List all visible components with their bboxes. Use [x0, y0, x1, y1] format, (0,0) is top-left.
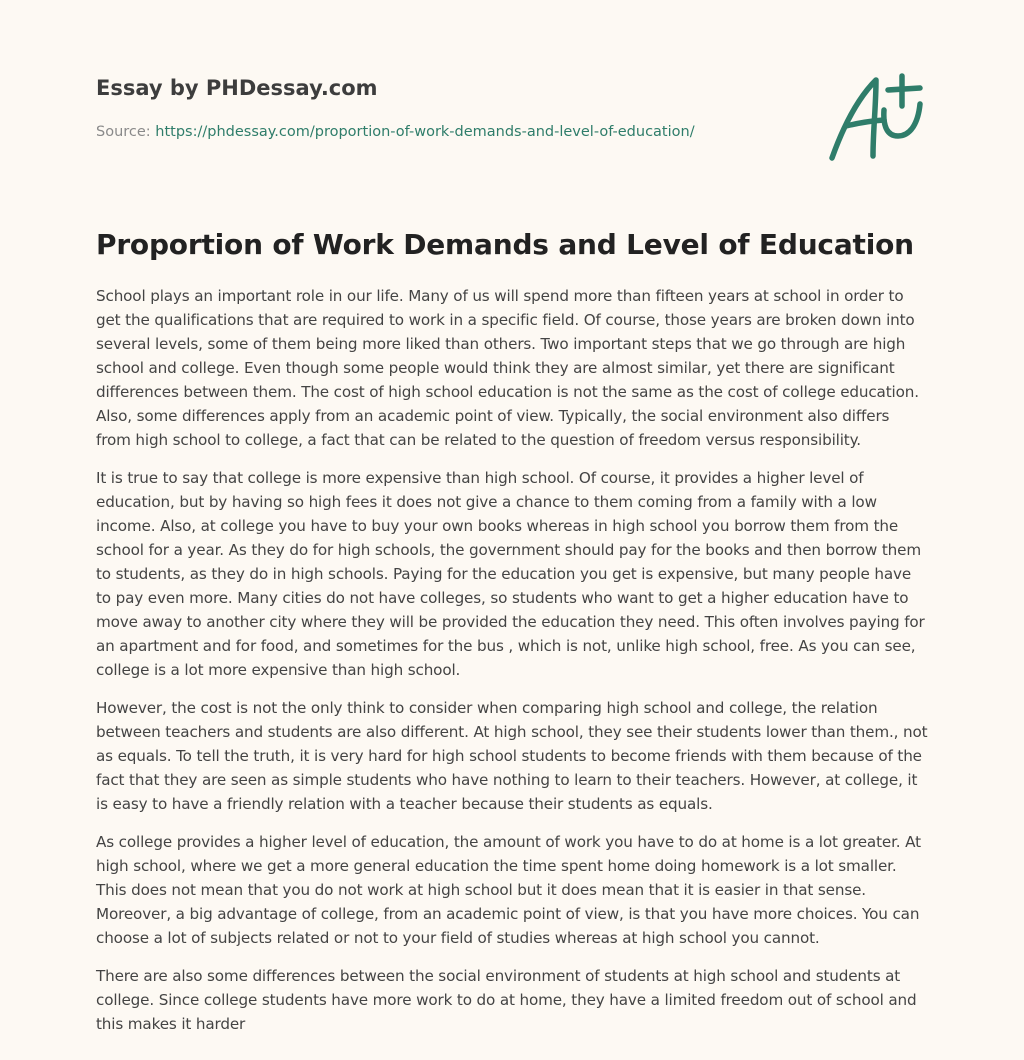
- a-plus-logo-icon: [826, 66, 930, 166]
- essay-body: [96, 284, 928, 1036]
- source-label: Source:: [96, 124, 151, 140]
- essay-paragraph: There are also some differences between the social environment of students at high school and students at college. Since college students have more work to do at home, they have a limited freedom out of school and this makes it harder: [96, 967, 917, 1033]
- essay-paragraph: As college provides a higher level of education, the amount of work you have to do at home is a lot greater. At high school, where we get a more general education the time spent home doing homework is a lot smaller. This does not mean that you do not work at high school but it does mean that it is easier in that sense. Moreover, a big advantage of college, from an academic point of view, is that you have more choices. You can choose a lot of subjects related or not to your field of studies whereas at high school you cannot.: [96, 833, 921, 947]
- essay-paragraph: School plays an important role in our life. Many of us will spend more than fifteen years at school in order to get the qualifications that are required to work in a specific field. Of course, those years are broken down into several levels, some of them being more liked than others. Two important steps that we go through are high school and college. Even though some people would think they are almost similar, yet there are significant differences between them. The cost of high school education is not the same as the cost of college education. Also, some differences apply from an academic point of view. Typically, the social environment also differs from high school to college, a fact that can be related to the question of freedom versus responsibility.: [96, 287, 919, 449]
- source-link[interactable]: https://phdessay.com/proportion-of-work-demands-and-level-of-education/: [155, 124, 695, 140]
- site-brand: Essay by PHDessay.com: [96, 76, 378, 100]
- source-line: [96, 124, 695, 140]
- essay-paragraph: However, the cost is not the only think to consider when comparing high school and college, the relation between teachers and students are also different. At high school, they see their students lower than them., not as equals. To tell the truth, it is very hard for high school students to become friends with them because of the fact that they are seen as simple students who have nothing to learn to their teachers. However, at college, it is easy to have a friendly relation with a teacher because their students as equals.: [96, 699, 928, 813]
- page-header: [96, 0, 928, 190]
- essay-title: Proportion of Work Demands and Level of Education: [96, 228, 914, 261]
- essay-paragraph: It is true to say that college is more expensive than high school. Of course, it provides a higher level of education, but by having so high fees it does not give a chance to them coming from a family with a low income. Also, at college you have to buy your own books whereas in high school you borrow them from the school for a year. As they do for high schools, the government should pay for the books and then borrow them to students, as they do in high schools. Paying for the education you get is expensive, but many people have to pay even more. Many cities do not have colleges, so students who want to get a higher education have to move away to another city where they will be provided the education they need. This often involves paying for an apartment and for food, and sometimes for the bus , which is not, unlike high school, free. As you can see, college is a lot more expensive than high school.: [96, 469, 925, 679]
